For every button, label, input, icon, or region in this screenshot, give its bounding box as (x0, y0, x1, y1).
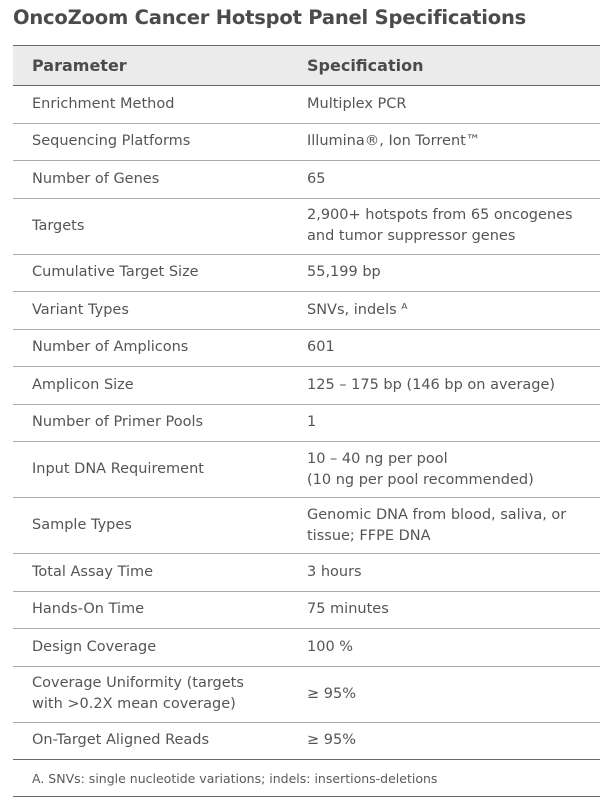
parameter-cell (13, 404, 287, 442)
specification-text: Illumina®, Ion Torrent™ (307, 133, 481, 150)
parameter-cell (13, 329, 287, 367)
parameter-cell (13, 666, 287, 722)
parameter-text: Total Assay Time (32, 563, 154, 580)
specification-cell (287, 198, 600, 254)
table-row (13, 292, 600, 330)
table-header (13, 46, 600, 86)
table-row (13, 554, 600, 592)
specification-text: 100 % (307, 638, 354, 655)
specification-text: 601 (307, 339, 335, 356)
column-header-specification: Specification (287, 46, 600, 86)
table-row (13, 629, 600, 667)
table-row (13, 161, 600, 199)
specification-text: tissue; FFPE DNA (307, 527, 431, 544)
parameter-cell (13, 161, 287, 199)
parameter-text: Variant Types (32, 301, 129, 318)
parameter-text: Number of Amplicons (32, 339, 189, 356)
specification-text: 65 (307, 170, 326, 187)
parameter-text: Hands-On Time (32, 601, 145, 618)
specification-cell (287, 329, 600, 367)
parameter-cell (13, 722, 287, 760)
specification-text: 3 hours (307, 563, 362, 580)
parameter-text: Amplicon Size (32, 376, 134, 393)
parameter-text: Input DNA Requirement (32, 461, 204, 477)
table-row (13, 722, 600, 760)
table-body (13, 86, 600, 797)
specification-cell (287, 123, 600, 161)
specification-text: 75 minutes (307, 601, 389, 618)
parameter-text: Targets (32, 217, 85, 234)
specification-text: SNVs, indels ᴬ (307, 301, 408, 318)
specification-text: 2,900+ hotspots from 65 oncogenes (307, 207, 573, 223)
parameter-text: On-Target Aligned Reads (32, 732, 210, 749)
table-row (13, 86, 600, 124)
specification-text: Multiplex PCR (307, 95, 407, 112)
specification-cell (287, 367, 600, 405)
parameter-cell (13, 86, 287, 124)
specification-text: and tumor suppressor genes (307, 228, 516, 244)
parameter-text: Sequencing Platforms (32, 133, 191, 150)
parameter-cell (13, 591, 287, 629)
parameter-cell (13, 629, 287, 667)
spec-table-container (13, 45, 600, 797)
parameter-text: Cumulative Target Size (32, 264, 199, 281)
specification-cell (287, 254, 600, 292)
specification-cell (287, 442, 600, 498)
parameter-cell (13, 254, 287, 292)
parameter-text: Enrichment Method (32, 95, 175, 112)
specification-text: 1 (307, 414, 317, 431)
header-row (13, 46, 600, 86)
table-row (13, 198, 600, 254)
parameter-text: with >0.2X mean coverage) (32, 696, 236, 712)
parameter-text: Number of Genes (32, 170, 160, 187)
parameter-cell (13, 198, 287, 254)
table-row (13, 442, 600, 498)
specification-text: (10 ng per pool recommended) (307, 471, 534, 488)
specification-text: 55,199 bp (307, 264, 381, 281)
column-header-parameter: Parameter (13, 46, 287, 86)
footnote: A. SNVs: single nucleotide variations; indels: insertions-deletions (13, 760, 600, 797)
specification-text: Genomic DNA from blood, saliva, or (307, 506, 567, 523)
spec-table (13, 45, 600, 797)
parameter-cell (13, 292, 287, 330)
table-row (13, 666, 600, 722)
specification-cell (287, 554, 600, 592)
page-title: OncoZoom Cancer Hotspot Panel Specifications (13, 6, 527, 29)
table-row (13, 591, 600, 629)
table-row (13, 498, 600, 554)
specification-cell (287, 86, 600, 124)
specification-cell (287, 404, 600, 442)
table-row (13, 404, 600, 442)
parameter-text: Coverage Uniformity (targets (32, 675, 244, 691)
parameter-cell (13, 498, 287, 554)
parameter-text: Sample Types (32, 517, 132, 533)
parameter-text: Design Coverage (32, 638, 157, 655)
specification-cell (287, 498, 600, 554)
specification-cell (287, 666, 600, 722)
parameter-text: Number of Primer Pools (32, 414, 204, 431)
specification-cell (287, 161, 600, 199)
table-row (13, 254, 600, 292)
parameter-cell (13, 554, 287, 592)
table-row (13, 367, 600, 405)
specification-text: ≥ 95% (307, 732, 356, 749)
parameter-cell (13, 123, 287, 161)
specification-text: ≥ 95% (307, 685, 356, 702)
specification-cell (287, 591, 600, 629)
parameter-cell (13, 367, 287, 405)
parameter-cell (13, 442, 287, 498)
table-row (13, 329, 600, 367)
footnote-row (13, 760, 600, 797)
table-row (13, 123, 600, 161)
specification-cell (287, 292, 600, 330)
specification-text: 10 – 40 ng per pool (307, 450, 448, 467)
specification-cell (287, 629, 600, 667)
specification-cell (287, 722, 600, 760)
specification-text: 125 – 175 bp (146 bp on average) (307, 376, 556, 393)
